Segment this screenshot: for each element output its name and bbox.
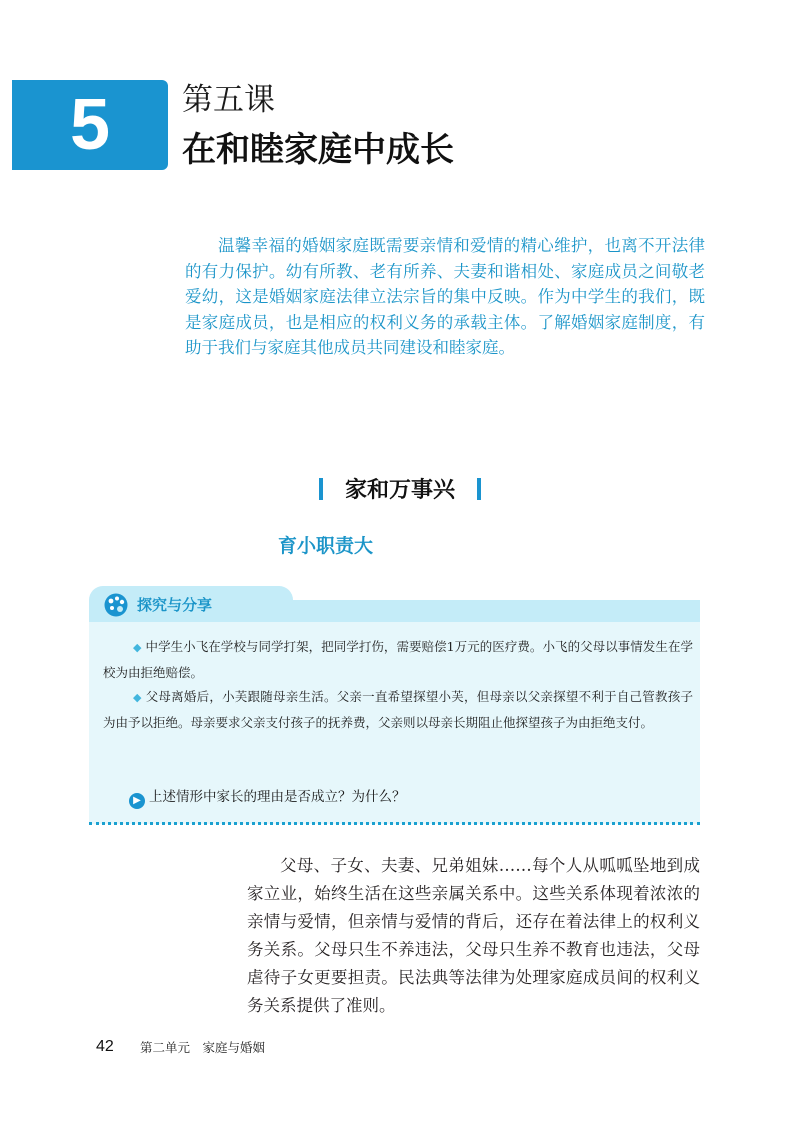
page-number: 42 <box>96 1038 114 1055</box>
lesson-number: 5 <box>69 85 111 165</box>
question-text: 上述情形中家长的理由是否成立？为什么？ <box>149 789 406 805</box>
case-text: 父母离婚后，小芙跟随母亲生活。父亲一直希望探望小芙，但母亲以父亲探望不利于自己管教孩子为由予以拒绝。母亲要求父亲支付孩子的抚养费，父亲则以母亲长期阻止他探望孩子为由拒绝支付。 <box>103 689 693 730</box>
lesson-title: 在和睦家庭中成长 <box>182 130 454 170</box>
main-paragraph: 父母、子女、夫妻、兄弟姐妹……每个人从呱呱坠地到成家立业，始终生活在这些亲属关系中。这些关系体现着浓浓的亲情与爱情，但亲情与爱情的背后，还存在着法律上的权利义务关系。父母只生不养违法，父母只生养不教育也违法，父母虐待子女更要担责。民法典等法律为处理家庭成员间的权利义务关系提供了准则。 <box>247 856 700 1015</box>
section-bar-left <box>319 478 323 500</box>
diamond-bullet-icon: ◆ <box>133 641 142 654</box>
explore-box-heading: 探究与分享 <box>137 596 213 614</box>
explore-share-box <box>89 586 700 824</box>
case-item <box>103 634 693 685</box>
explore-box-strip <box>293 600 700 622</box>
discussion-question <box>129 786 406 809</box>
section-title-text: 家和万事兴 <box>344 478 455 503</box>
explore-box-dotted-border <box>89 822 700 825</box>
case-text: 中学生小飞在学校与同学打架，把同学打伤，需要赔偿1万元的医疗费。小飞的父母以事情发生在学校为由拒绝赔偿。 <box>103 639 693 680</box>
palette-icon <box>103 592 129 618</box>
arrow-right-circle-icon: ▶ <box>129 793 145 809</box>
lesson-label: 第五课 <box>182 82 275 118</box>
lesson-number-badge <box>12 80 168 170</box>
section-bar-right <box>477 478 481 500</box>
diamond-bullet-icon: ◆ <box>133 691 142 704</box>
intro-paragraph: 温馨幸福的婚姻家庭既需要亲情和爱情的精心维护，也离不开法律的有力保护。幼有所教、老有所养、夫妻和谐相处、家庭成员之间敬老爱幼，这是婚姻家庭法律立法宗旨的集中反映。作为中学生的我们，既是家庭成员，也是相应的权利义务的承载主体。了解婚姻家庭制度，有助于我们与家庭其他成员共同建设和睦家庭。 <box>185 236 705 357</box>
case-item <box>103 684 693 735</box>
section-title <box>0 476 800 506</box>
subsection-title: 育小职责大 <box>278 535 374 557</box>
unit-name: 第二单元 家庭与婚姻 <box>140 1040 266 1055</box>
